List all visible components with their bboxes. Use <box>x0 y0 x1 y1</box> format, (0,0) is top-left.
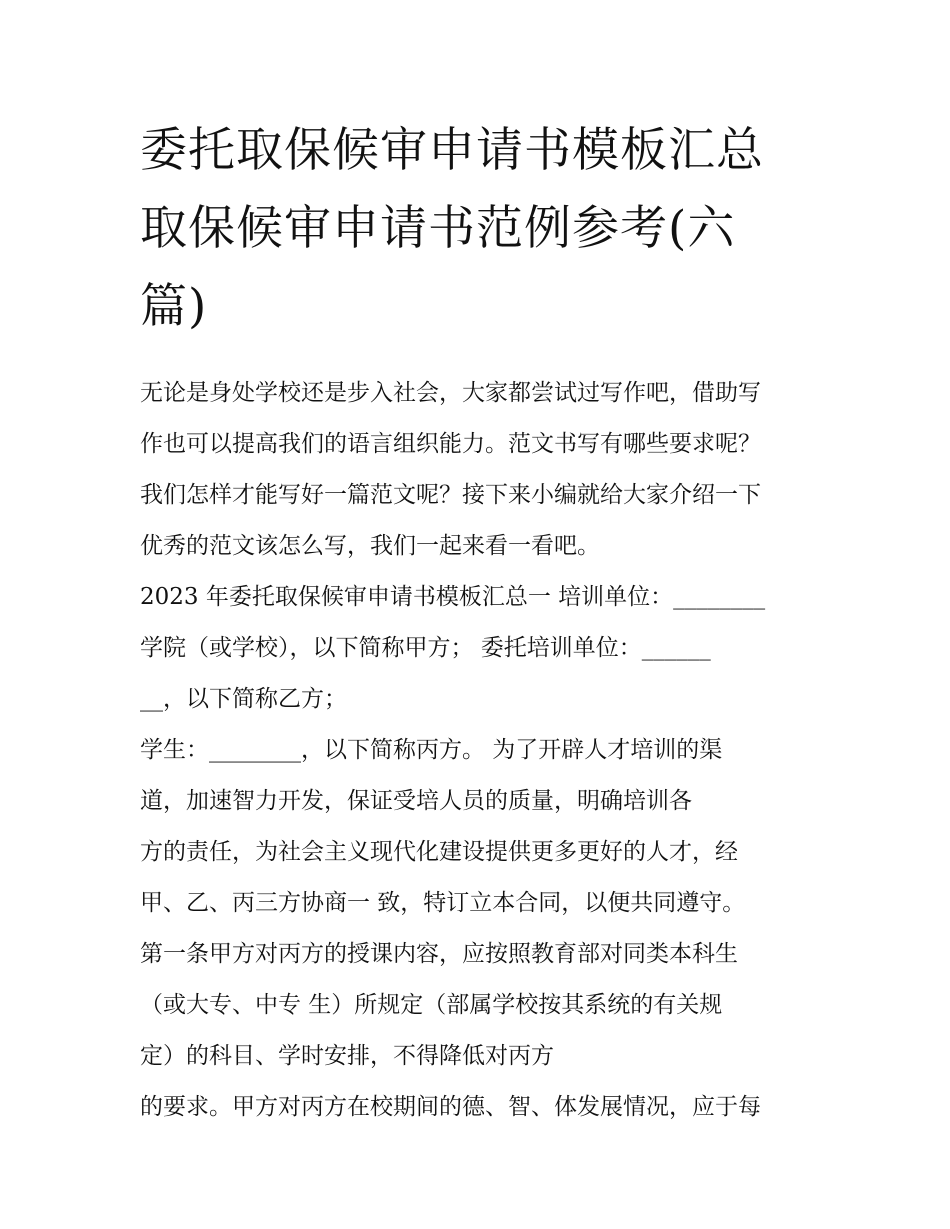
body-line: 优秀的范文该怎么写，我们一起来看一看吧。 <box>140 533 600 559</box>
document-body <box>140 368 820 1133</box>
title-line: 取保候审申请书范例参考(六 <box>140 201 736 256</box>
body-line: 第一条甲方对丙方的授课内容，应按照教育部对同类本科生 <box>140 941 738 967</box>
body-line: 甲、乙、丙三方协商一 致，特订立本合同，以便共同遵守。 <box>140 890 746 916</box>
document-title <box>140 112 820 346</box>
body-line: 学生：________，以下简称丙方。 为了开辟人才培训的渠 <box>140 737 723 763</box>
body-line: __，以下简称乙方； <box>140 686 347 712</box>
body-line: 方的责任，为社会主义现代化建设提供更多更好的人才，经 <box>140 839 738 865</box>
body-line: 2023 年委托取保候审申请书模板汇总一 培训单位：________ <box>140 584 766 610</box>
title-line: 委托取保候审申请书模板汇总 <box>140 123 764 178</box>
body-line: 我们怎样才能写好一篇范文呢？接下来小编就给大家介绍一下 <box>140 482 761 508</box>
document-page <box>140 112 820 1133</box>
body-line: （或大专、中专 生）所规定（部属学校按其系统的有关规 <box>140 992 723 1018</box>
body-line: 定）的科目、学时安排，不得降低对丙方 <box>140 1043 554 1069</box>
body-line: 道，加速智力开发，保证受培人员的质量，明确培训各 <box>140 788 692 814</box>
body-line: 的要求。甲方对丙方在校期间的德、智、体发展情况，应于每 <box>140 1094 761 1120</box>
title-line: 篇) <box>140 279 208 334</box>
body-line: 学院（或学校），以下简称甲方； 委托培训单位：______ <box>140 635 711 661</box>
body-line: 无论是身处学校还是步入社会，大家都尝试过写作吧，借助写 <box>140 380 761 406</box>
body-line: 作也可以提高我们的语言组织能力。范文书写有哪些要求呢？ <box>140 431 761 457</box>
